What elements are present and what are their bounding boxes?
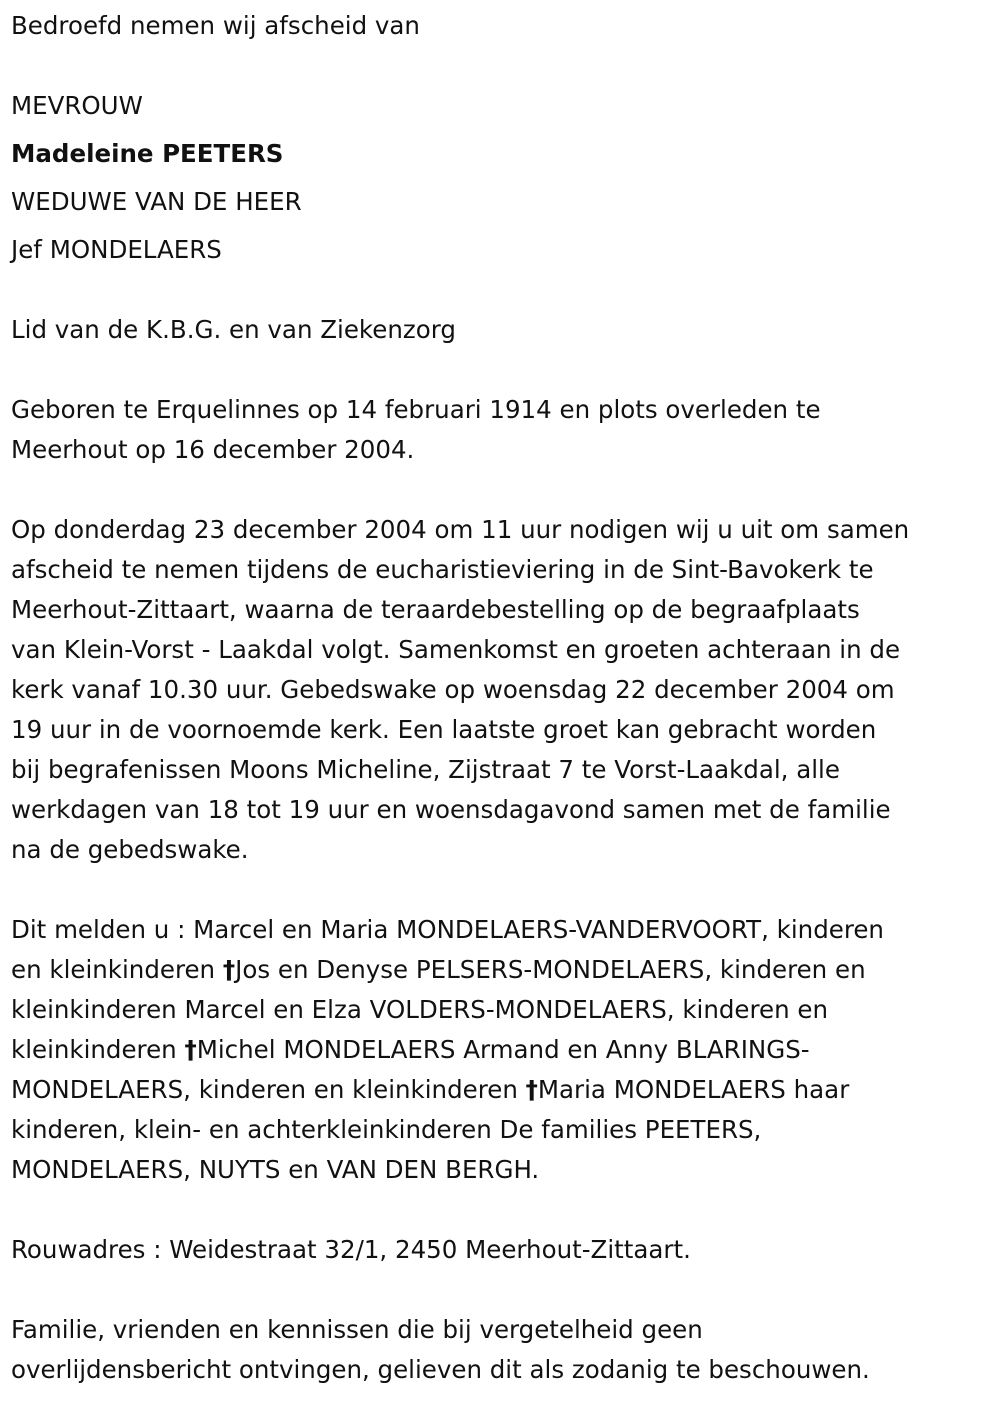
paragraph-line: kinderen, klein- en achterkleinkinderen De families PEETERS, [11, 1115, 762, 1144]
paragraph-line [11, 1030, 986, 1070]
paragraph-line: MONDELAERS, NUYTS en VAN DEN BERGH. [11, 1155, 540, 1184]
paragraph-line: Meerhout-Zittaart, waarna de teraardebestelling op de begraafplaats [11, 595, 860, 624]
paragraph-line: overlijdensbericht ontvingen, gelieven dit als zodanig te beschouwen. [11, 1355, 870, 1384]
paragraph-line: Familie, vrienden en kennissen die bij vergetelheid geen [11, 1315, 703, 1344]
intro-text: Bedroefd nemen wij afscheid van [11, 11, 420, 40]
announcers-paragraph [11, 910, 986, 1190]
cross-icon: † [184, 1035, 197, 1064]
paragraph-line: Meerhout op 16 december 2004. [11, 435, 415, 464]
text-segment: MONDELAERS, kinderen en kleinkinderen [11, 1075, 526, 1104]
membership-text: Lid van de K.B.G. en van Ziekenzorg [11, 315, 456, 344]
paragraph-line: Dit melden u : Marcel en Maria MONDELAERS-VANDERVOORT, kinderen [11, 915, 884, 944]
text-segment: Maria MONDELAERS haar [537, 1075, 850, 1104]
paragraph-line: bij begrafenissen Moons Micheline, Zijstraat 7 te Vorst-Laakdal, alle [11, 755, 840, 784]
paragraph-line: kerk vanaf 10.30 uur. Gebedswake op woensdag 22 december 2004 om [11, 675, 895, 704]
birth-death-paragraph [11, 390, 986, 470]
ceremony-paragraph [11, 510, 986, 870]
cross-icon: † [525, 1075, 538, 1104]
paragraph-line: Geboren te Erquelinnes op 14 februari 1914 en plots overleden te [11, 395, 821, 424]
paragraph-line: kleinkinderen Marcel en Elza VOLDERS-MONDELAERS, kinderen en [11, 995, 829, 1024]
text-segment: Michel MONDELAERS Armand en Anny BLARINGS- [196, 1035, 810, 1064]
text-segment: en kleinkinderen [11, 955, 223, 984]
paragraph-line: werkdagen van 18 tot 19 uur en woensdagavond samen met de familie [11, 795, 891, 824]
mourning-address: Rouwadres : Weidestraat 32/1, 2450 Meerhout-Zittaart. [11, 1235, 691, 1264]
paragraph-line: na de gebedswake. [11, 835, 249, 864]
closing-paragraph [11, 1310, 986, 1390]
paragraph-line: van Klein-Vorst - Laakdal volgt. Samenkomst en groeten achteraan in de [11, 635, 901, 664]
cross-icon: † [222, 955, 236, 984]
deceased-title-block [11, 82, 302, 274]
honorific: MEVROUW [11, 91, 143, 120]
paragraph-line: 19 uur in de voornoemde kerk. Een laatste groet kan gebracht worden [11, 715, 877, 744]
paragraph-line [11, 950, 986, 990]
paragraph-line: Op donderdag 23 december 2004 om 11 uur nodigen wij u uit om samen [11, 515, 910, 544]
paragraph-line [11, 1070, 986, 1110]
husband-name: Jef MONDELAERS [11, 235, 222, 264]
text-segment: Jos en Denyse PELSERS-MONDELAERS, kinderen en [235, 955, 866, 984]
text-segment: kleinkinderen [11, 1035, 185, 1064]
deceased-name: Madeleine PEETERS [11, 139, 284, 168]
widow-of: WEDUWE VAN DE HEER [11, 187, 302, 216]
paragraph-line: afscheid te nemen tijdens de eucharistieviering in de Sint-Bavokerk te [11, 555, 874, 584]
